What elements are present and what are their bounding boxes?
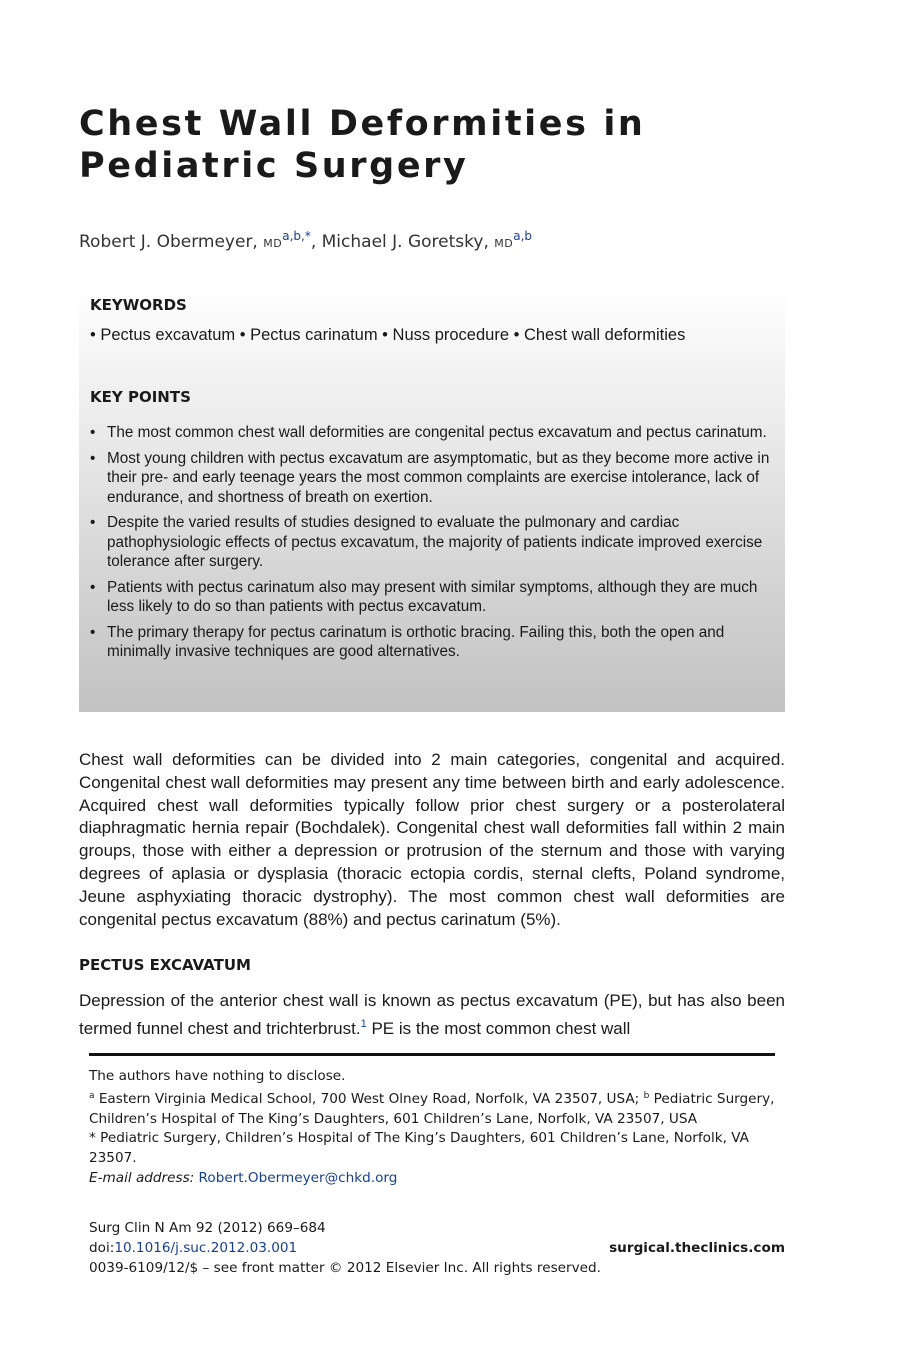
pe-text-end: PE is the most common chest wall <box>366 1018 631 1038</box>
title-line-2: Pediatric Surgery <box>79 146 469 186</box>
keywords-keypoints-box <box>79 283 785 712</box>
copyright-line: 0039-6109/12/$ – see front matter © 2012 Elsevier Inc. All rights reserved. <box>89 1260 601 1276</box>
author-1-degree: MD <box>263 237 283 250</box>
email-link[interactable]: Robert.Obermeyer@chkd.org <box>198 1169 398 1186</box>
footnote-divider <box>89 1053 775 1056</box>
key-point-item: • Most young children with pectus excavatum are asymptomatic, but as they become more active in their pre- and early teenage years the most common complaints are exercise intolerance, lack of endurance, and shortness of breath on exertion. <box>90 449 770 508</box>
affiliation-b: Pediatric Surgery, Children’s Hospital of The King’s Daughters, 601 Children’s Lane, Norfolk, VA 23507, USA <box>89 1090 775 1127</box>
affiliation-a: Eastern Virginia Medical School, 700 West Olney Road, Norfolk, VA 23507, USA; <box>94 1090 644 1107</box>
intro-paragraph: Chest wall deformities can be divided into 2 main categories, congenital and acquired. Congenital chest wall deformities may present any time between birth and early adolescence. Acquired chest wall deformities typically follow prior chest surgery or a posterolateral diaphragmatic hernia repair (Bochdalek). Congenital chest wall deformities fall within 2 main groups, those with either a depression or protrusion of the sternum and those with varying degrees of aplasia or dysplasia (thoracic ectopia cordis, sternal clefts, Poland syndrome, Jeune asphyxiating thoracic dystrophy). The most common chest wall deformities are congenital pectus excavatum (88%) and pectus carinatum (5%). <box>79 750 785 929</box>
corresponding-note: * Pediatric Surgery, Children’s Hospital of The King’s Daughters, 601 Children’s Lane, Norfolk, VA 23507. <box>89 1130 749 1167</box>
email-label: E-mail address: <box>89 1169 199 1186</box>
key-points-heading: KEY POINTS <box>90 388 191 406</box>
pectus-excavatum-paragraph <box>79 990 785 1041</box>
journal-site: surgical.theclinics.com <box>609 1240 785 1256</box>
citation: Surg Clin N Am 92 (2012) 669–684 <box>89 1220 326 1236</box>
doi-label: doi: <box>89 1240 115 1256</box>
disclosure-note: The authors have nothing to disclose. <box>89 1068 346 1084</box>
key-point-item: • Despite the varied results of studies designed to evaluate the pulmonary and cardiac pathophysiologic effects of pectus excavatum, the majority of patients indicate improved exercise tolerance after surgery. <box>90 513 770 572</box>
affiliation-a-mark: a <box>89 1090 95 1101</box>
author-line <box>79 229 785 252</box>
title-line-1: Chest Wall Deformities in <box>79 104 646 144</box>
pe-text-start: Depression of the anterior chest wall is known as pectus excavatum (PE), but has also been termed funnel chest and trichterbrust. <box>79 991 785 1038</box>
author-separator: , <box>310 232 322 252</box>
author-1-affiliation[interactable]: a,b,* <box>282 229 311 243</box>
email-note <box>89 1169 775 1189</box>
author-2-degree: MD <box>494 237 514 250</box>
doi-link[interactable]: 10.1016/j.suc.2012.03.001 <box>114 1240 298 1256</box>
reference-link[interactable]: 1 <box>360 1017 367 1030</box>
keywords-heading: KEYWORDS <box>90 296 187 314</box>
author-2-name: Michael J. Goretsky, <box>321 232 495 252</box>
key-point-item: • The most common chest wall deformities are congenital pectus excavatum and pectus carinatum. <box>90 423 770 443</box>
affiliation-b-mark: b <box>643 1090 650 1101</box>
key-point-item: • The primary therapy for pectus carinatum is orthotic bracing. Failing this, both the open and minimally invasive techniques are good alternatives. <box>90 623 770 662</box>
author-2-affiliation[interactable]: a,b <box>513 229 533 243</box>
keywords-list: • Pectus excavatum • Pectus carinatum • Nuss procedure • Chest wall deformities <box>90 326 686 344</box>
key-points-list <box>90 423 770 668</box>
publication-meta <box>89 1218 785 1278</box>
footnotes <box>89 1067 775 1189</box>
key-point-item: • Patients with pectus carinatum also may present with similar symptoms, although they are much less likely to do so than patients with pectus excavatum. <box>90 578 770 617</box>
author-1-name: Robert J. Obermeyer, <box>79 232 264 252</box>
article-title <box>79 103 785 187</box>
affiliations-note <box>89 1087 775 1130</box>
section-heading-pectus-excavatum: PECTUS EXCAVATUM <box>79 956 251 974</box>
